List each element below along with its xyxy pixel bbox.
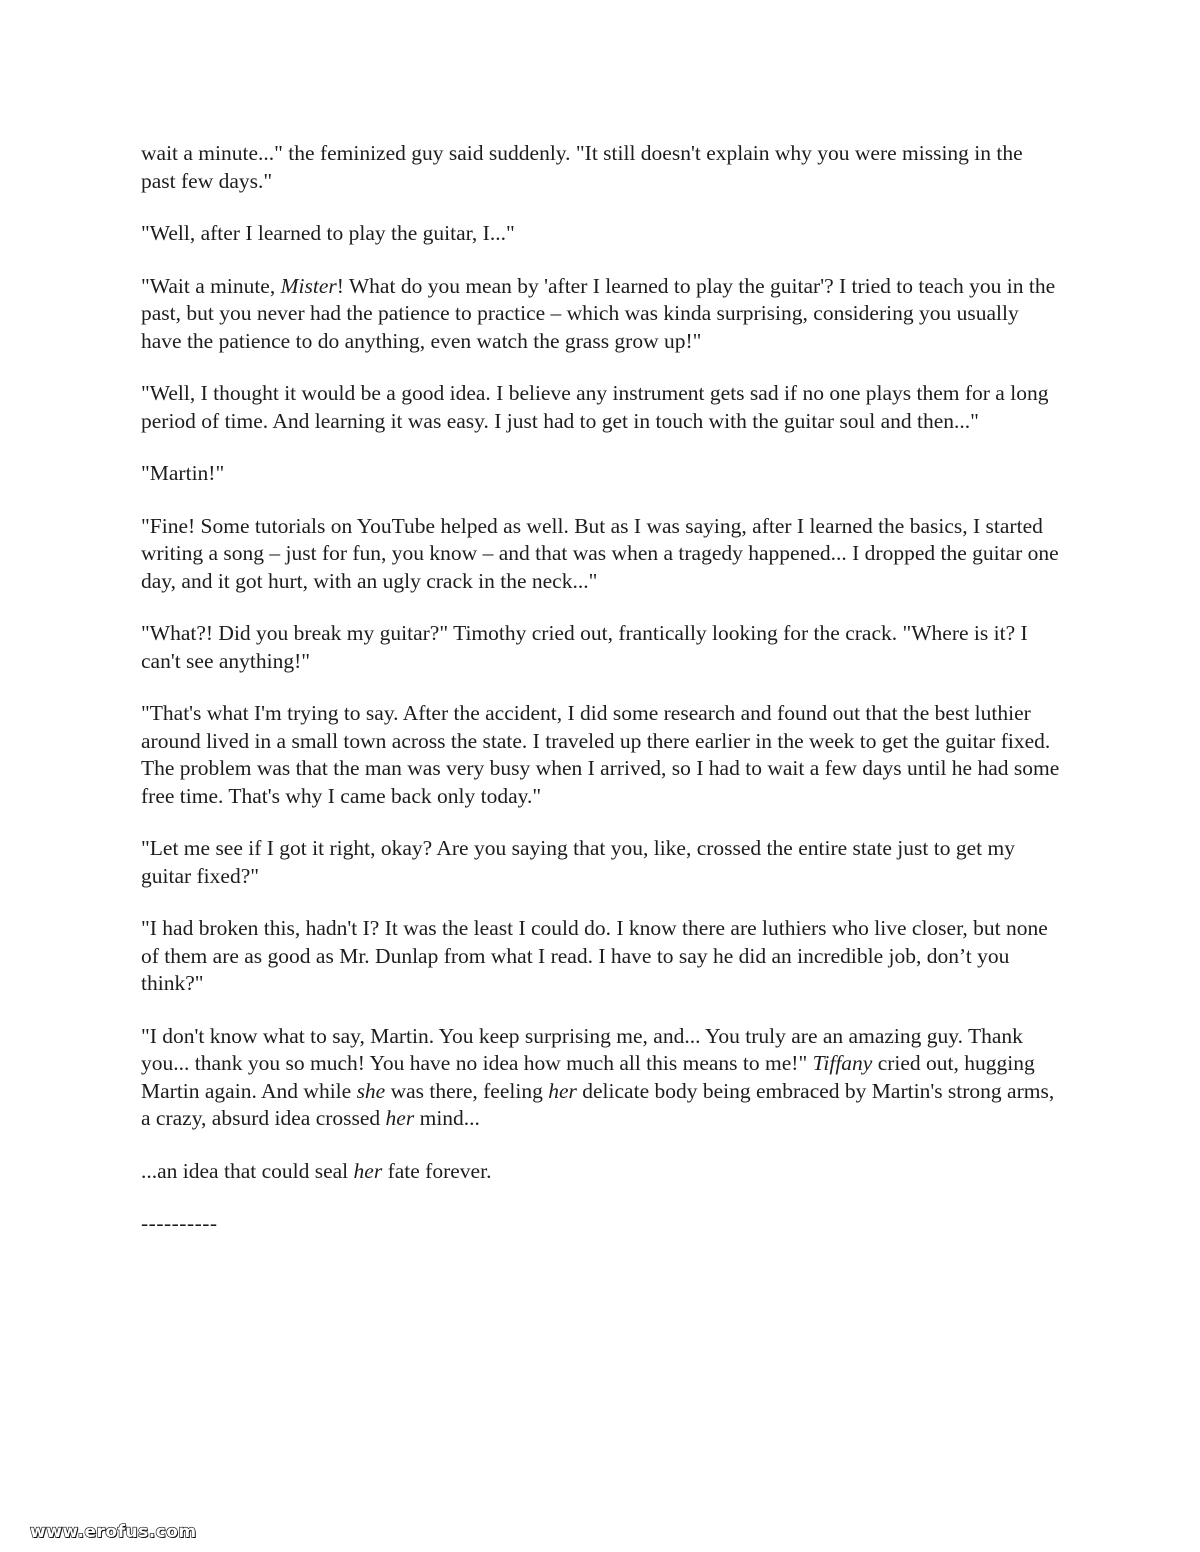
story-paragraph: [141, 915, 1061, 998]
story-paragraph: [141, 220, 1061, 248]
text-run: "I don't know what to say, Martin. You keep surprising me, and... You truly are an amazing guy. Thank you... thank you so much! You have no idea how much all this means to me!": [141, 1023, 1023, 1075]
italic-text: her: [548, 1078, 577, 1103]
italic-text: her: [353, 1158, 383, 1183]
italic-text: Tiffany: [812, 1051, 873, 1075]
text-run: ...an idea that could seal: [141, 1158, 354, 1183]
text-run: was there, feeling: [385, 1078, 549, 1103]
story-paragraph: [141, 835, 1061, 890]
text-run: "What?! Did you break my guitar?" Timothy cried out, frantically looking for the crack. "Where is it? I can't see anything!": [141, 621, 1028, 673]
text-run: "Martin!": [141, 461, 225, 485]
text-run: ! What do you mean by 'after I learned to play the guitar'? I tried to teach you in the past, but you never had the patience to practice – which was kinda surprising, considering you usually have the patience to do anything, even watch the grass grow up!": [141, 273, 1056, 353]
story-paragraph: [141, 700, 1061, 810]
text-run: delicate body being embraced by Martin's strong arms, a crazy, absurd idea crossed: [141, 1078, 1055, 1130]
story-paragraph: [141, 140, 1061, 195]
text-run: cried out, hugging Martin again. And while: [141, 1051, 1035, 1103]
story-text: [141, 140, 1061, 1185]
text-run: "Fine! Some tutorials on YouTube helped as well. But as I was saying, after I learned the basics, I started writing a song – just for fun, you know – and that was when a tragedy happened... I dropped the guitar one day, and it got hurt, with an ugly crack in the neck...": [141, 513, 1059, 593]
story-paragraph: [141, 1023, 1061, 1133]
italic-text: her: [385, 1106, 415, 1130]
story-paragraph: [141, 460, 1061, 488]
section-separator: ----------: [141, 1211, 218, 1235]
italic-text: Mister: [280, 273, 337, 298]
text-run: mind...: [414, 1106, 480, 1130]
text-run: "Let me see if I got it right, okay? Are you saying that you, like, crossed the entire state just to get my guitar fixed?": [141, 836, 1015, 888]
text-run: "I had broken this, hadn't I? It was the least I could do. I know there are luthiers who live closer, but none of them are as good as Mr. Dunlap from what I read. I have to say he did an incredible job, don’t you think?": [141, 916, 1048, 995]
text-run: "Well, after I learned to play the guitar, I...": [141, 221, 515, 245]
text-run: "That's what I'm trying to say. After the accident, I did some research and found out that the best luthier around lived in a small town across the state. I traveled up there earlier in the week to get the guitar fixed. The problem was that the man was very busy when I arrived, so I had to wait a few days until he had some free time. That's why I came back only today.": [141, 701, 1060, 808]
site-watermark: www.erofus.com: [30, 1522, 197, 1542]
italic-text: she: [356, 1078, 386, 1103]
text-run: fate forever.: [382, 1158, 492, 1183]
document-page: [141, 140, 1061, 1238]
story-paragraph: [141, 380, 1061, 435]
story-paragraph: [141, 620, 1061, 675]
story-paragraph: [141, 513, 1061, 596]
text-run: wait a minute..." the feminized guy said suddenly. "It still doesn't explain why you were missing in the past few days.": [141, 141, 1023, 193]
story-paragraph: [141, 1158, 1061, 1186]
story-paragraph: [141, 273, 1061, 356]
text-run: "Well, I thought it would be a good idea. I believe any instrument gets sad if no one plays them for a long period of time. And learning it was easy. I just had to get in touch with the guitar soul and then...": [141, 381, 1049, 433]
text-run: "Wait a minute,: [141, 273, 281, 298]
